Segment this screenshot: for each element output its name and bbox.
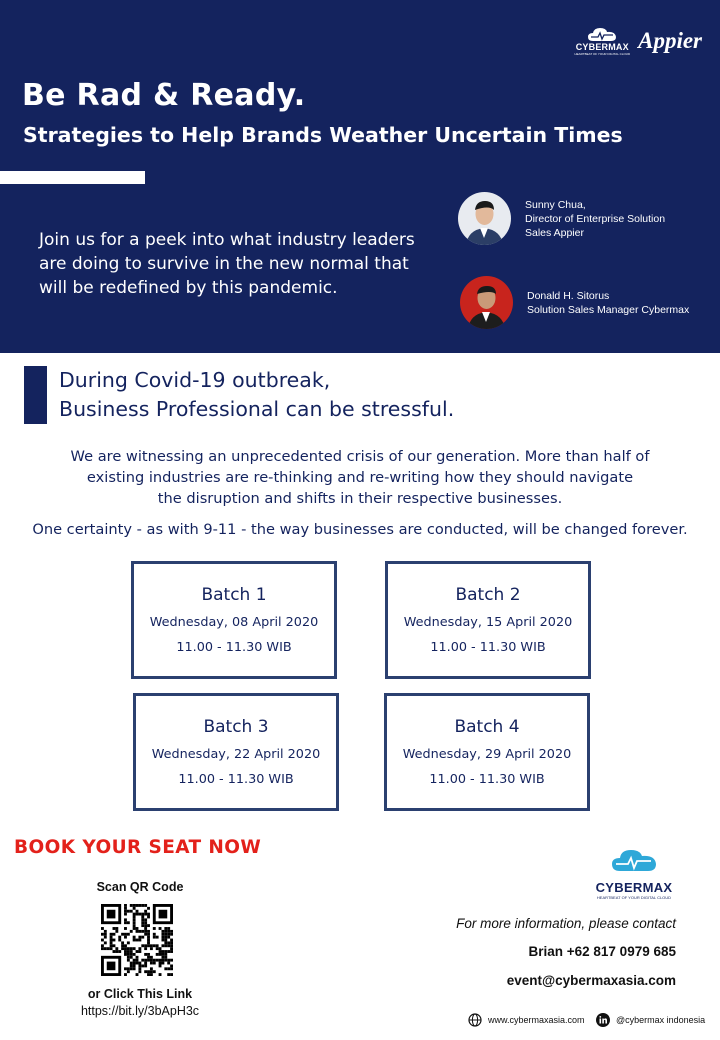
click-link-label: or Click This Link: [87, 987, 193, 1001]
batch-name: Batch 2: [455, 585, 521, 605]
speaker-card: [460, 276, 689, 329]
qr-code[interactable]: [101, 904, 173, 976]
contact-email[interactable]: event@cybermaxasia.com: [506, 973, 676, 988]
linkedin-text: @cybermax indonesia: [616, 1015, 706, 1025]
page-title: Be Rad & Ready.: [22, 78, 306, 113]
batch-time: 11.00 - 11.30 WIB: [176, 640, 292, 655]
batch-name: Batch 4: [454, 717, 520, 737]
cybermax-wordmark: CYBERMAX: [595, 880, 673, 895]
website-text: www.cybermaxasia.com: [488, 1015, 585, 1025]
linkedin-icon: [596, 1013, 610, 1027]
covid-headline-line: Business Professional can be stressful.: [59, 397, 455, 421]
paragraph-line: We are witnessing an unprecedented crisis of our generation. More than half of: [70, 448, 650, 465]
book-seat-headline: BOOK YOUR SEAT NOW: [14, 837, 262, 858]
speaker-photo: [458, 192, 511, 245]
speaker-role: Director of Enterprise Solution: [525, 212, 666, 225]
batch-date: Wednesday, 15 April 2020: [403, 615, 573, 630]
hero-banner: [0, 0, 720, 353]
globe-icon: [468, 1013, 482, 1027]
contact-phone[interactable]: Brian +62 817 0979 685: [528, 944, 676, 959]
paragraph-line: the disruption and shifts in their respective businesses.: [157, 490, 563, 507]
partner-logos: [574, 26, 702, 56]
speaker-card: [458, 192, 665, 245]
batch-card-3: [133, 693, 339, 811]
speaker-role: Solution Sales Manager Cybermax: [527, 303, 690, 316]
crisis-paragraph: [0, 446, 720, 509]
batch-date: Wednesday, 29 April 2020: [402, 747, 572, 762]
speaker-photo: [460, 276, 513, 329]
speaker-info: [527, 289, 689, 317]
batch-time: 11.00 - 11.30 WIB: [178, 772, 294, 787]
cybermax-logo: [574, 26, 630, 56]
cybermax-tagline: HEARTBEAT OF YOUR DIGITAL CLOUD: [574, 52, 631, 56]
speaker-name: Sunny Chua,: [525, 198, 586, 211]
batch-card-4: [384, 693, 590, 811]
speaker-info: [525, 198, 665, 240]
cloud-heartbeat-icon: [587, 26, 617, 42]
cybermax-tagline: HEARTBEAT OF YOUR DIGITAL CLOUD: [596, 895, 672, 900]
batch-time: 11.00 - 11.30 WIB: [429, 772, 545, 787]
intro-text: Join us for a peek into what industry leaders are doing to survive in the new normal that will be redefined by this pandemic.: [39, 230, 415, 298]
cybermax-wordmark: CYBERMAX: [575, 42, 629, 52]
speaker-name: Donald H. Sitorus: [527, 289, 610, 302]
cybermax-logo-footer: [594, 848, 674, 900]
batch-name: Batch 3: [203, 717, 269, 737]
batch-time: 11.00 - 11.30 WIB: [430, 640, 546, 655]
appier-logo: Appier: [638, 28, 702, 53]
batch-date: Wednesday, 08 April 2020: [149, 615, 319, 630]
speaker-role: Sales Appier: [525, 226, 584, 239]
page-subtitle: Strategies to Help Brands Weather Uncertain Times: [23, 123, 623, 147]
registration-link[interactable]: https://bit.ly/3bApH3c: [80, 1004, 200, 1018]
scan-qr-label: Scan QR Code: [96, 880, 184, 894]
batch-name: Batch 1: [201, 585, 267, 605]
certainty-paragraph: One certainty - as with 9-11 - the way businesses are conducted, will be changed forever.: [32, 521, 688, 538]
linkedin-link[interactable]: [596, 1013, 705, 1027]
cloud-heartbeat-icon: [611, 848, 657, 872]
batch-card-2: [385, 561, 591, 679]
batch-date: Wednesday, 22 April 2020: [151, 747, 321, 762]
website-link[interactable]: [468, 1013, 585, 1027]
headline-accent-bar: [24, 366, 47, 424]
covid-headline: [59, 366, 454, 424]
batch-card-1: [131, 561, 337, 679]
accent-divider: [0, 171, 145, 184]
contact-intro: For more information, please contact: [456, 916, 676, 931]
covid-headline-line: During Covid-19 outbreak,: [59, 368, 331, 392]
paragraph-line: existing industries are re-thinking and re-writing how they should navigate: [86, 469, 634, 486]
